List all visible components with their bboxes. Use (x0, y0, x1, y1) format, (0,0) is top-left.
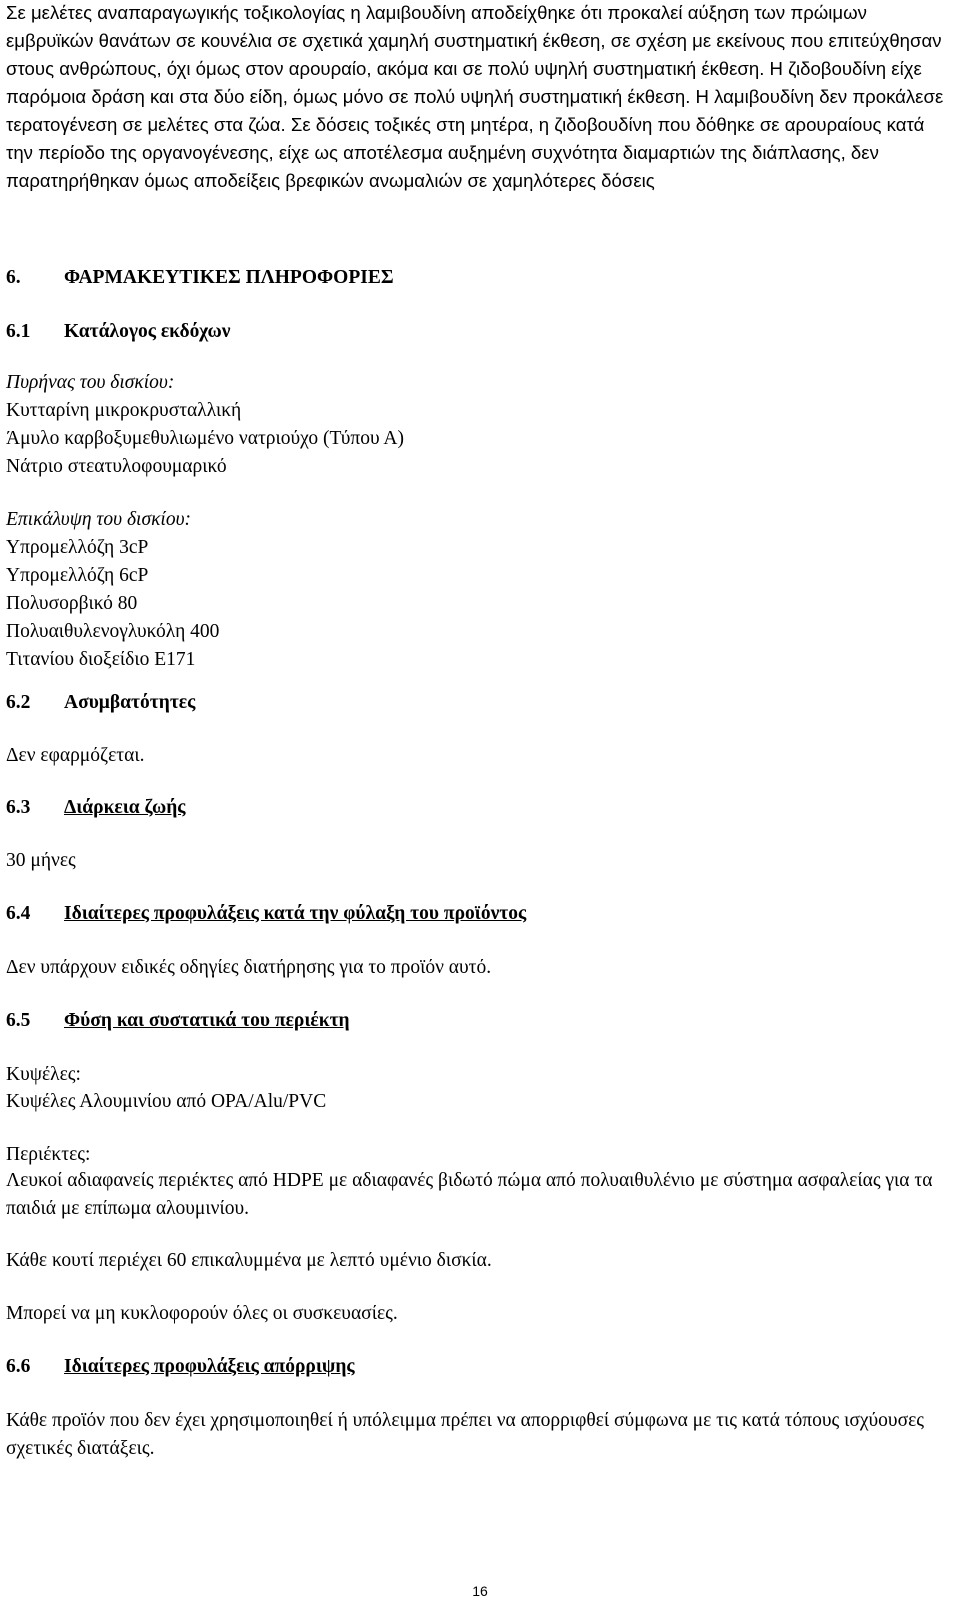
section-6-2-text: Δεν εφαρμόζεται. (6, 745, 145, 766)
section-6-5-title: Φύση και συστατικά του περιέκτη (64, 1010, 350, 1031)
section-6-1-heading (6, 318, 231, 346)
section-6-2-title: Ασυμβατότητες (64, 692, 196, 713)
section-6-1-number: 6.1 (6, 321, 31, 342)
page-number: 16 (472, 1583, 488, 1599)
section-6-title: ΦΑΡΜΑΚΕΥΤΙΚΕΣ ΠΛΗΡΟΦΟΡΙΕΣ (64, 267, 394, 288)
section-6-6-number: 6.6 (6, 1356, 31, 1377)
section-6-4-heading (6, 900, 526, 928)
section-6-2-number: 6.2 (6, 692, 31, 713)
section-6-number: 6. (6, 267, 21, 288)
section-6-5-number: 6.5 (6, 1010, 31, 1031)
section-6-3-number: 6.3 (6, 797, 31, 818)
section-6-4-text: Δεν υπάρχουν ειδικές οδηγίες διατήρησης για το προϊόν αυτό. (6, 957, 492, 978)
box-text: Κάθε κουτί περιέχει 60 επικαλυμμένα με λεπτό υμένιο δισκία. (6, 1250, 492, 1271)
coating-item: Πολυαιθυλενογλυκόλη 400 (6, 621, 220, 642)
section-6-heading (6, 264, 394, 292)
coating-item: Υπρομελλόζη 6cP (6, 565, 149, 586)
coating-label: Επικάλυψη του δισκίου: (6, 509, 192, 530)
coating-item: Πολυσορβικό 80 (6, 593, 138, 614)
blister-label: Κυψέλες: (6, 1064, 81, 1085)
container-text: Λευκοί αδιαφανείς περιέκτες από HDPE με αδιαφανές βιδωτό πώμα από πολυαιθυλένιο με σύστημα ασφαλείας για τα παιδιά με επίπωμα αλουμινίου. (6, 1170, 933, 1219)
core-item: Νάτριο στεατυλοφουμαρικό (6, 456, 227, 477)
section-6-3-title: Διάρκεια ζωής (64, 797, 186, 818)
section-6-4-title: Ιδιαίτερες προφυλάξεις κατά την φύλαξη του προϊόντος (64, 903, 527, 924)
section-6-6-text: Κάθε προϊόν που δεν έχει χρησιμοποιηθεί ή υπόλειμμα πρέπει να απορριφθεί σύμφωνα με τις κατά τόπους ισχύουσες σχετικές διατάξεις. (6, 1410, 924, 1459)
coating-item: Υπρομελλόζη 3cP (6, 537, 149, 558)
section-6-6-heading (6, 1353, 355, 1381)
container-label: Περιέκτες: (6, 1144, 91, 1165)
blister-text: Κυψέλες Αλουμινίου από OPA/Alu/PVC (6, 1091, 327, 1112)
spacer (6, 481, 950, 506)
section-6-5-heading (6, 1007, 350, 1035)
section-6-3-text: 30 μήνες (6, 850, 76, 871)
intro-paragraph: Σε μελέτες αναπαραγωγικής τοξικολογίας η λαμιβουδίνη αποδείχθηκε ότι προκαλεί αύξηση των πρώιμων εμβρυϊκών θανάτων σε κουνέλια σε σχετικά χαμηλή συστηματική έκθεση, σε σχέση με εκείνους που επιτεύχθησαν στους ανθρώπους, όχι όμως στον αρουραίο, ακόμα και σε πολύ υψηλή συστηματική έκθεση. Η ζιδοβουδίνη είχε παρόμοια δράση και στα δύο είδη, όμως μόνο σε πολύ υψηλή συστηματική έκθεση. Η λαμιβουδίνη δεν προκάλεσε τερατογένεση σε μελέτες στα ζώα. Σε δόσεις τοξικές στη μητέρα, η ζιδοβουδίνη που δόθηκε σε αρουραίους κατά την περίοδο της οργανογένεσης, είχε ως αποτέλεσμα αυξημένη συχνότητα διαμαρτιών της διάπλασης, δεν παρατηρήθηκαν όμως αποδείξεις βρεφικών ανωμαλιών σε χαμηλότερες δόσεις (6, 2, 944, 191)
core-label: Πυρήνας του δισκίου: (6, 372, 175, 393)
section-6-3-heading (6, 794, 186, 822)
section-6-1-title: Κατάλογος εκδόχων (64, 321, 231, 342)
section-6-4-number: 6.4 (6, 903, 31, 924)
section-6-1-body (6, 369, 950, 674)
core-item: Άμυλο καρβοξυμεθυλιωμένο νατριούχο (Τύπου Α) (6, 428, 404, 449)
coating-item: Τιτανίου διοξείδιο E171 (6, 649, 196, 670)
marketing-text: Μπορεί να μη κυκλοφορούν όλες οι συσκευασίες. (6, 1303, 398, 1324)
section-6-2-heading (6, 689, 195, 717)
section-6-6-title: Ιδιαίτερες προφυλάξεις απόρριψης (64, 1356, 355, 1377)
core-item: Κυτταρίνη μικροκρυσταλλική (6, 400, 242, 421)
